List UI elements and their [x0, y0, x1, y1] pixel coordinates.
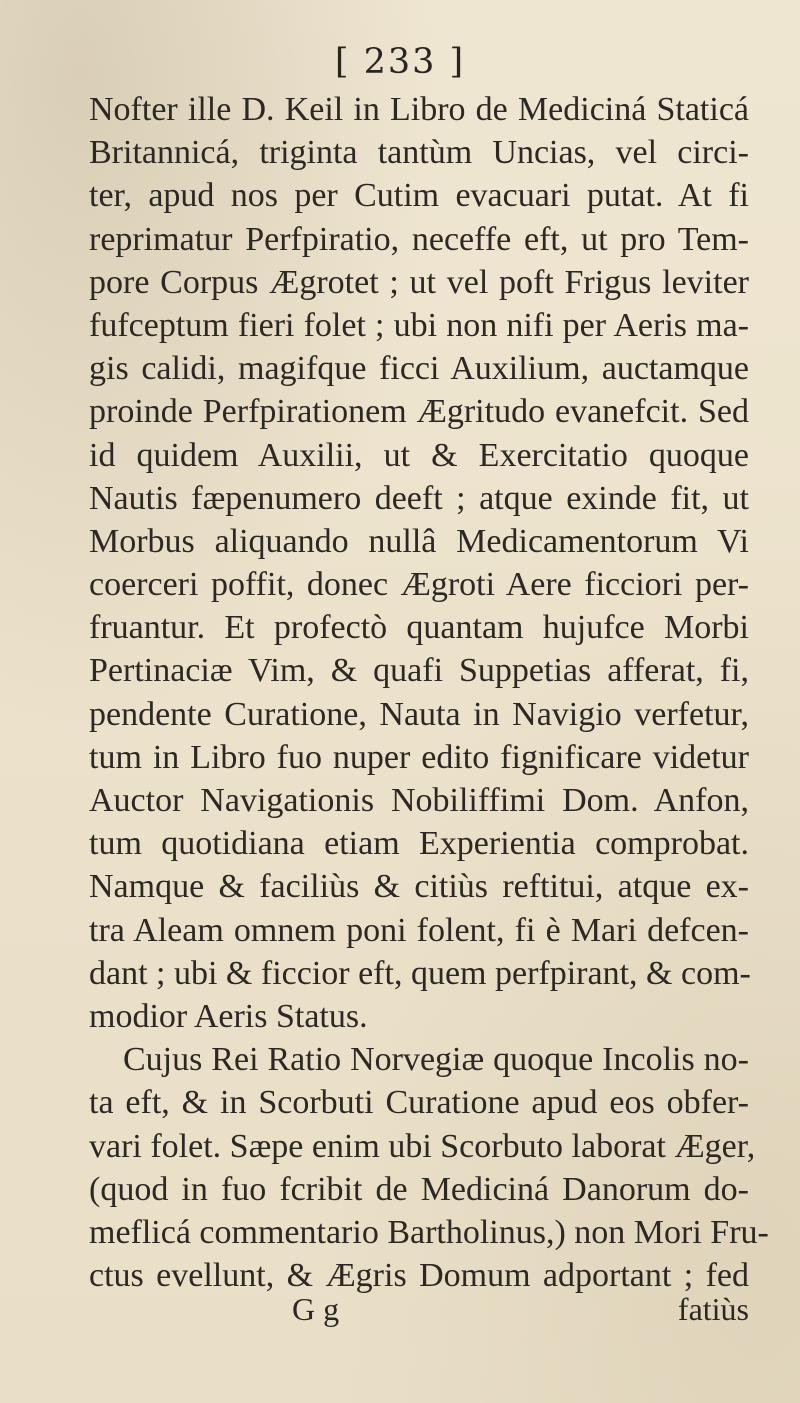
text-line: coerceri poffit, donec Ægroti Aere ficciori per-: [89, 566, 749, 604]
text-line: meflicá commentario Bartholinus,) non Mori Fru-: [89, 1213, 769, 1251]
text-line: ctus evellunt, & Ægris Domum adportant ; fed: [89, 1257, 749, 1295]
text-line: tra Aleam omnem poni folent, fi è Mari defcen-: [89, 911, 749, 949]
text-line: pendente Curatione, Nauta in Navigio verfetur,: [89, 695, 749, 733]
paragraph-end-line: modior Aeris Status.: [89, 997, 368, 1035]
text-line: (quod in fuo fcribit de Mediciná Danorum do-: [89, 1170, 749, 1208]
text-line: pore Corpus Ægrotet ; ut vel poft Frigus leviter: [89, 263, 749, 301]
page-number: [ 233 ]: [334, 42, 466, 82]
text-line: Britannicá, triginta tantùm Uncias, vel circi-: [89, 134, 749, 172]
text-line: Auctor Navigationis Nobiliffimi Dom. Anfon,: [89, 782, 749, 819]
text-line: Nautis fæpenumero deeft ; atque exinde fit, ut: [89, 479, 749, 517]
text-line: Namque & faciliùs & citiùs reftitui, atque ex-: [89, 868, 749, 906]
text-line: Nofter ille D. Keil in Libro de Mediciná Staticá: [89, 91, 749, 128]
text-line: proinde Perfpirationem Ægritudo evanefcit. Sed: [89, 393, 749, 431]
text-line: fufceptum fieri folet ; ubi non nifi per Aeris ma-: [89, 306, 749, 344]
text-line: gis calidi, magifque ficci Auxilium, auctamque: [89, 350, 749, 388]
text-line: ter, apud nos per Cutim evacuari putat. At fi: [89, 177, 749, 215]
catchword: fatiùs: [677, 1291, 749, 1327]
text-line: Morbus aliquando nullâ Medicamentorum Vi: [89, 522, 749, 560]
text-line: fruantur. Et profectò quantam hujufce Morbi: [89, 609, 749, 647]
text-line: Pertinaciæ Vim, & quafi Suppetias afferat, fi,: [89, 652, 749, 690]
text-line: dant ; ubi & ficcior eft, quem perfpirant, & com-: [89, 954, 751, 992]
text-line: ta eft, & in Scorbuti Curatione apud eos obfer-: [89, 1084, 749, 1122]
text-line: tum quotidiana etiam Experientia comprobat.: [89, 825, 749, 863]
page-footer: [89, 1291, 749, 1335]
text-line: tum in Libro fuo nuper edito fignificare videtur: [89, 738, 749, 776]
body-text: [89, 88, 769, 1297]
signature-mark: G g: [292, 1291, 340, 1327]
paragraph-start-line: Cujus Rei Ratio Norvegiæ quoque Incolis no-: [123, 1041, 749, 1079]
text-line: reprimatur Perfpiratio, neceffe eft, ut pro Tem-: [89, 220, 749, 258]
text-line: id quidem Auxilii, ut & Exercitatio quoque: [89, 436, 749, 474]
text-line: vari folet. Sæpe enim ubi Scorbuto laborat Æger,: [89, 1127, 756, 1165]
